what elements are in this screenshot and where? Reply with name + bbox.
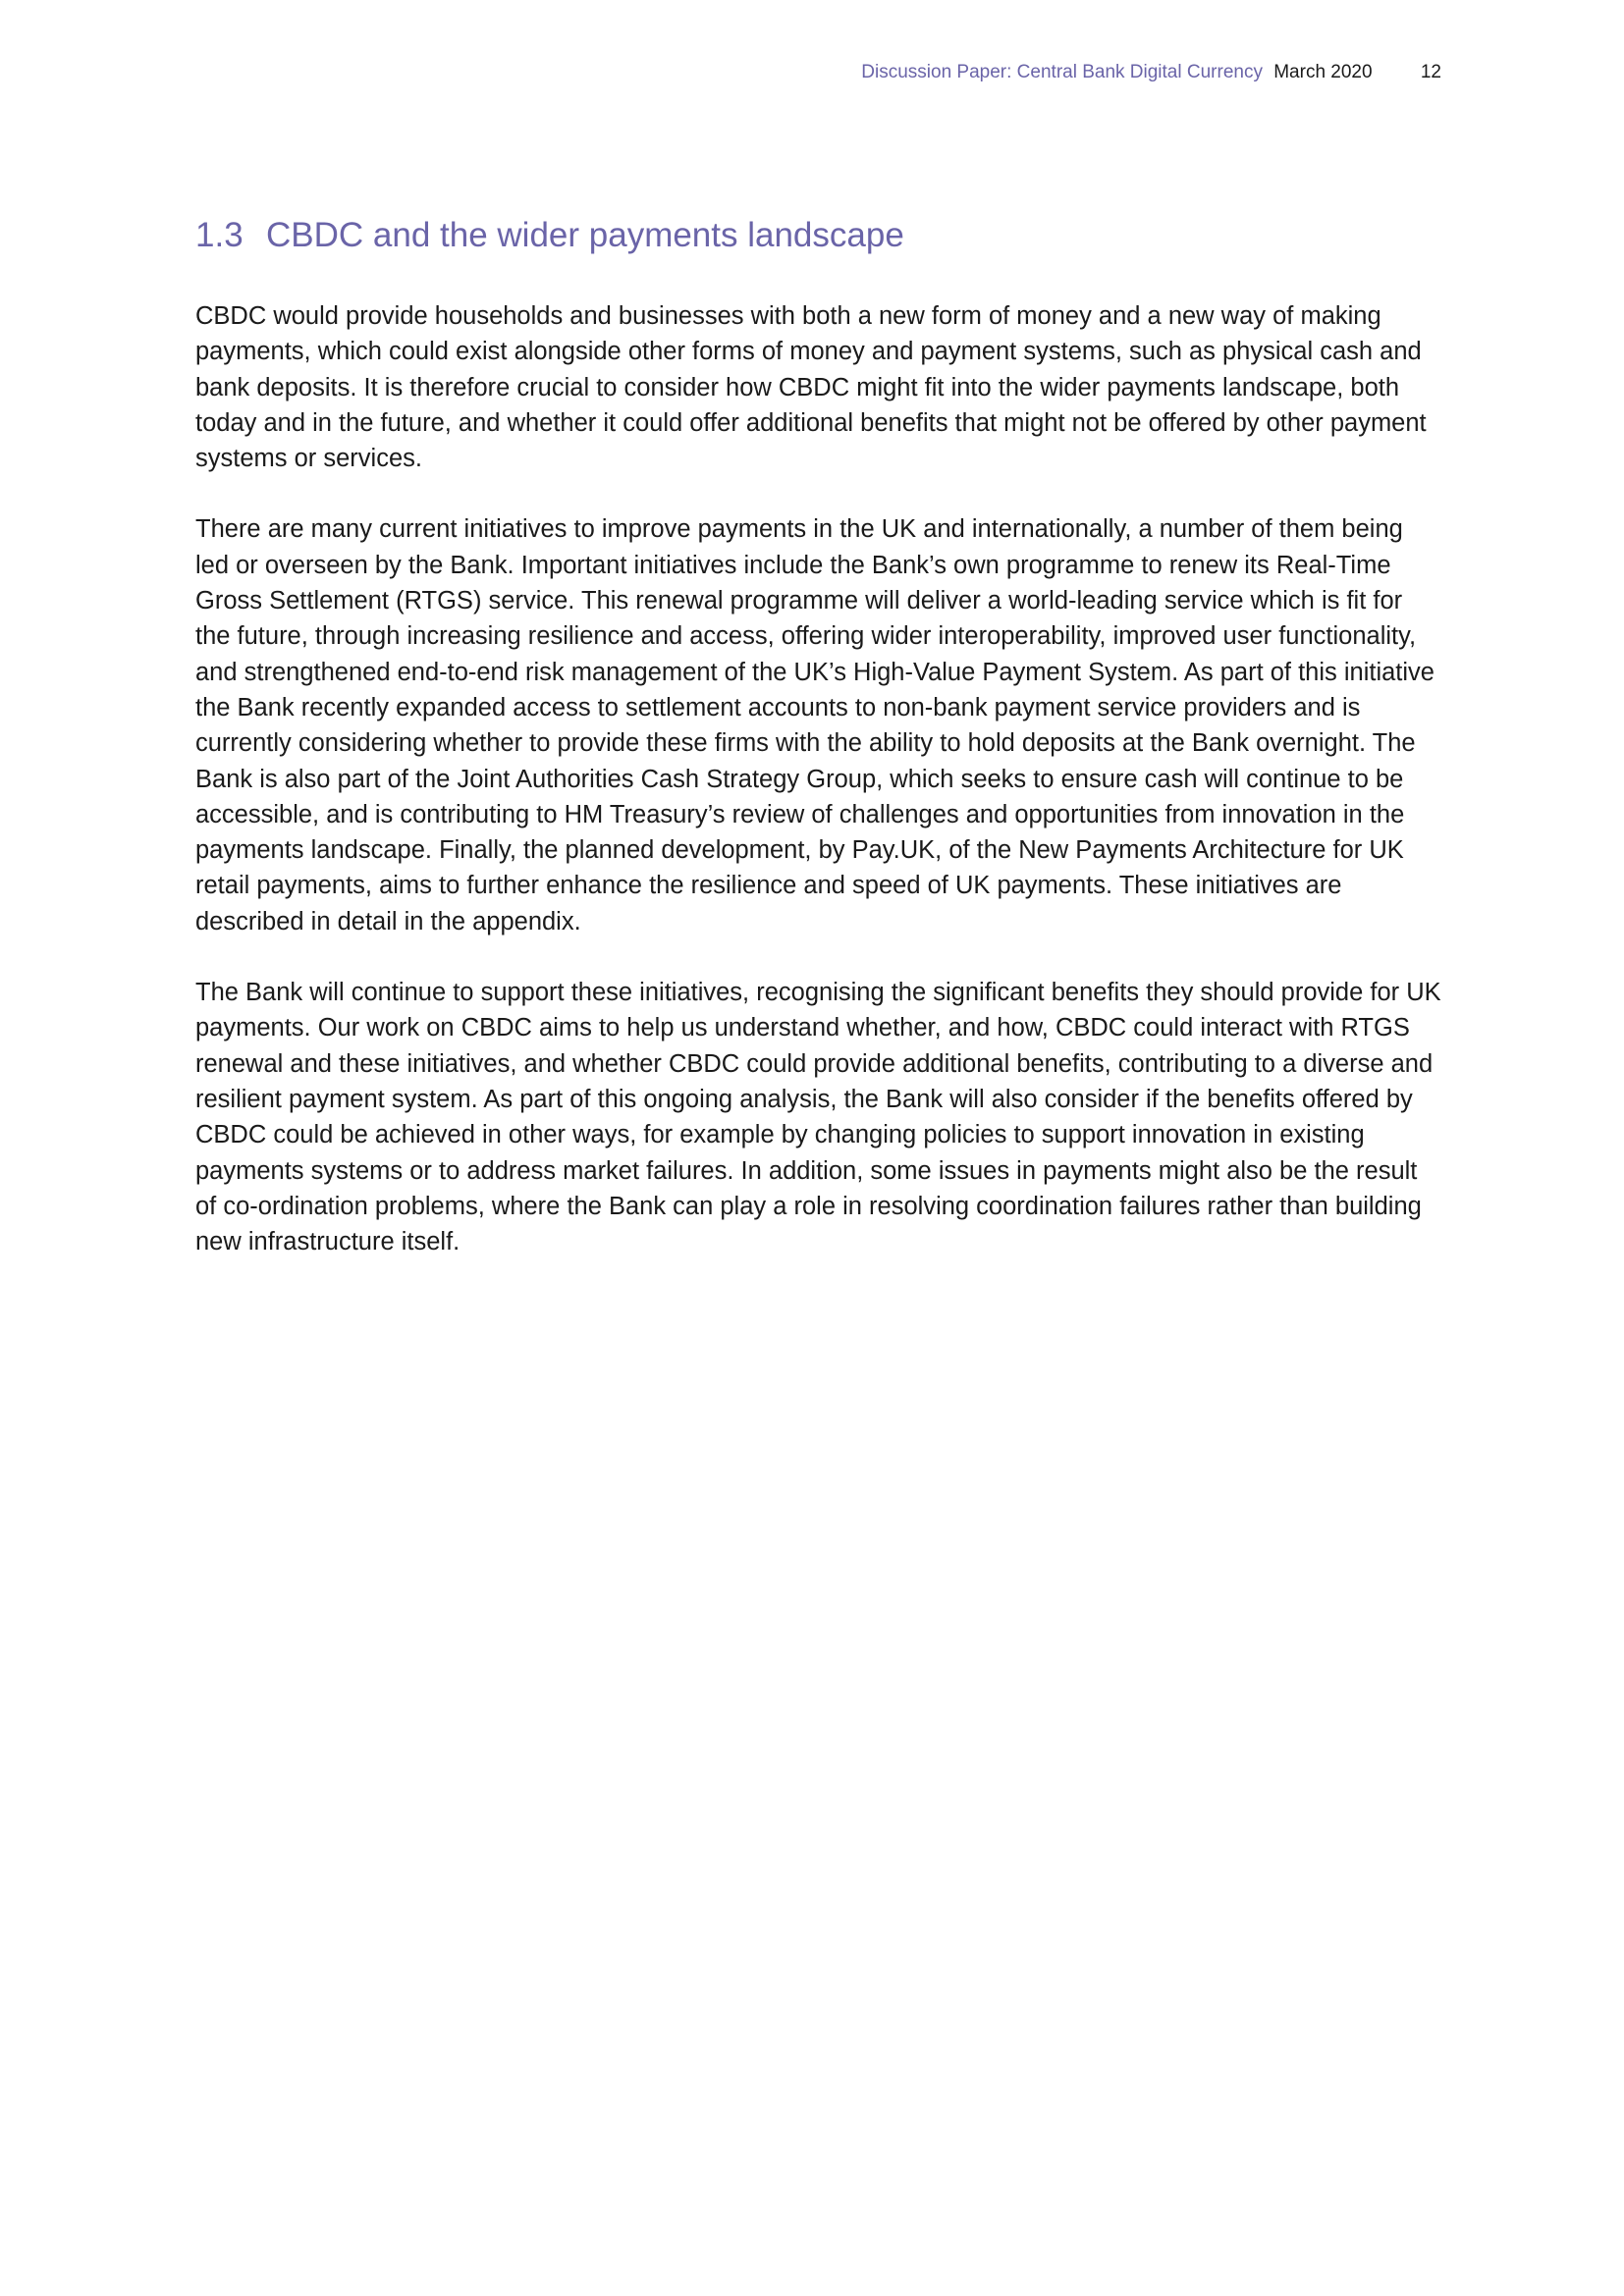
paragraph: There are many current initiatives to improve payments in the UK and internationally, a number of them being led or overseen by the Bank. Important initiatives include the Bank’s own programme to renew its Real-Time Gross Settlement (RTGS) service. This renewal programme will deliver a world-leading service which is fit for the future, through increasing resilience and access, offering wider interoperability, improved user functionality, and strengthened end-to-end risk management of the UK’s High-Value Payment System. As part of this initiative the Bank recently expanded access to settlement accounts to non-bank payment service providers and is currently considering whether to provide these firms with the ability to hold deposits at the Bank overnight. The Bank is also part of the Joint Authorities Cash Strategy Group, which seeks to ensure cash will continue to be accessible, and is contributing to HM Treasury’s review of challenges and opportunities from innovation in the payments landscape. Finally, the planned development, by Pay.UK, of the New Payments Architecture for UK retail payments, aims to further enhance the resilience and speed of UK payments. These initiatives are described in detail in the appendix. <box>195 515 1435 935</box>
section-heading <box>195 214 904 257</box>
page-number: 12 <box>1420 62 1441 82</box>
paragraph: CBDC would provide households and businesses with both a new form of money and a new way of making payments, which could exist alongside other forms of money and payment systems, such as physical cash and bank deposits. It is therefore crucial to consider how CBDC might fit into the wider payments landscape, both today and in the future, and whether it could offer additional benefits that might not be offered by other payment systems or services. <box>195 302 1427 473</box>
section-title: CBDC and the wider payments landscape <box>266 216 904 254</box>
running-header <box>861 61 1441 84</box>
header-date: March 2020 <box>1273 62 1373 82</box>
section-number: 1.3 <box>195 216 244 254</box>
header-doc-title: Discussion Paper: Central Bank Digital Currency <box>861 62 1263 82</box>
paragraph: The Bank will continue to support these initiatives, recognising the significant benefits they should provide for UK payments. Our work on CBDC aims to help us understand whether, and how, CBDC could interact with RTGS renewal and these initiatives, and whether CBDC could provide additional benefits, contributing to a diverse and resilient payment system. As part of this ongoing analysis, the Bank will also consider if the benefits offered by CBDC could be achieved in other ways, for example by changing policies to support innovation in existing payments systems or to address market failures. In addition, some issues in payments might also be the result of co-ordination problems, where the Bank can play a role in resolving coordination failures rather than building new infrastructure itself. <box>195 979 1441 1256</box>
body-text <box>195 298 1442 1295</box>
